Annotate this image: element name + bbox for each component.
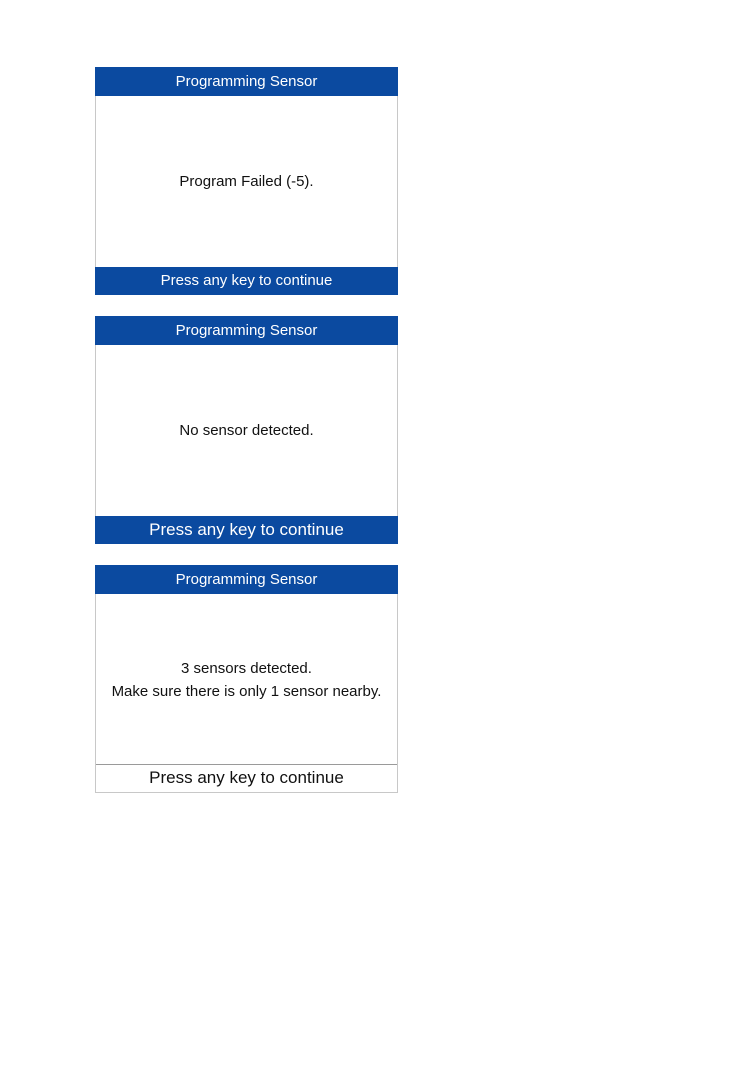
title-bar: Programming Sensor bbox=[95, 565, 398, 594]
continue-prompt[interactable]: Press any key to continue bbox=[95, 516, 398, 544]
message-line: No sensor detected. bbox=[179, 422, 314, 439]
screen-no-sensor bbox=[95, 316, 398, 544]
message-line: Make sure there is only 1 sensor nearby. bbox=[111, 682, 382, 700]
screen-program-failed bbox=[95, 67, 398, 295]
message-area bbox=[96, 96, 397, 267]
continue-prompt[interactable]: Press any key to continue bbox=[95, 267, 398, 295]
title-bar: Programming Sensor bbox=[95, 67, 398, 96]
continue-prompt[interactable]: Press any key to continue bbox=[96, 764, 397, 792]
title-bar: Programming Sensor bbox=[95, 316, 398, 345]
message-area bbox=[96, 594, 397, 765]
message-line: 3 sensors detected. bbox=[181, 659, 312, 677]
message-area bbox=[96, 345, 397, 516]
screen-multiple-sensors bbox=[95, 565, 398, 793]
message-line: Program Failed (-5). bbox=[179, 173, 314, 190]
